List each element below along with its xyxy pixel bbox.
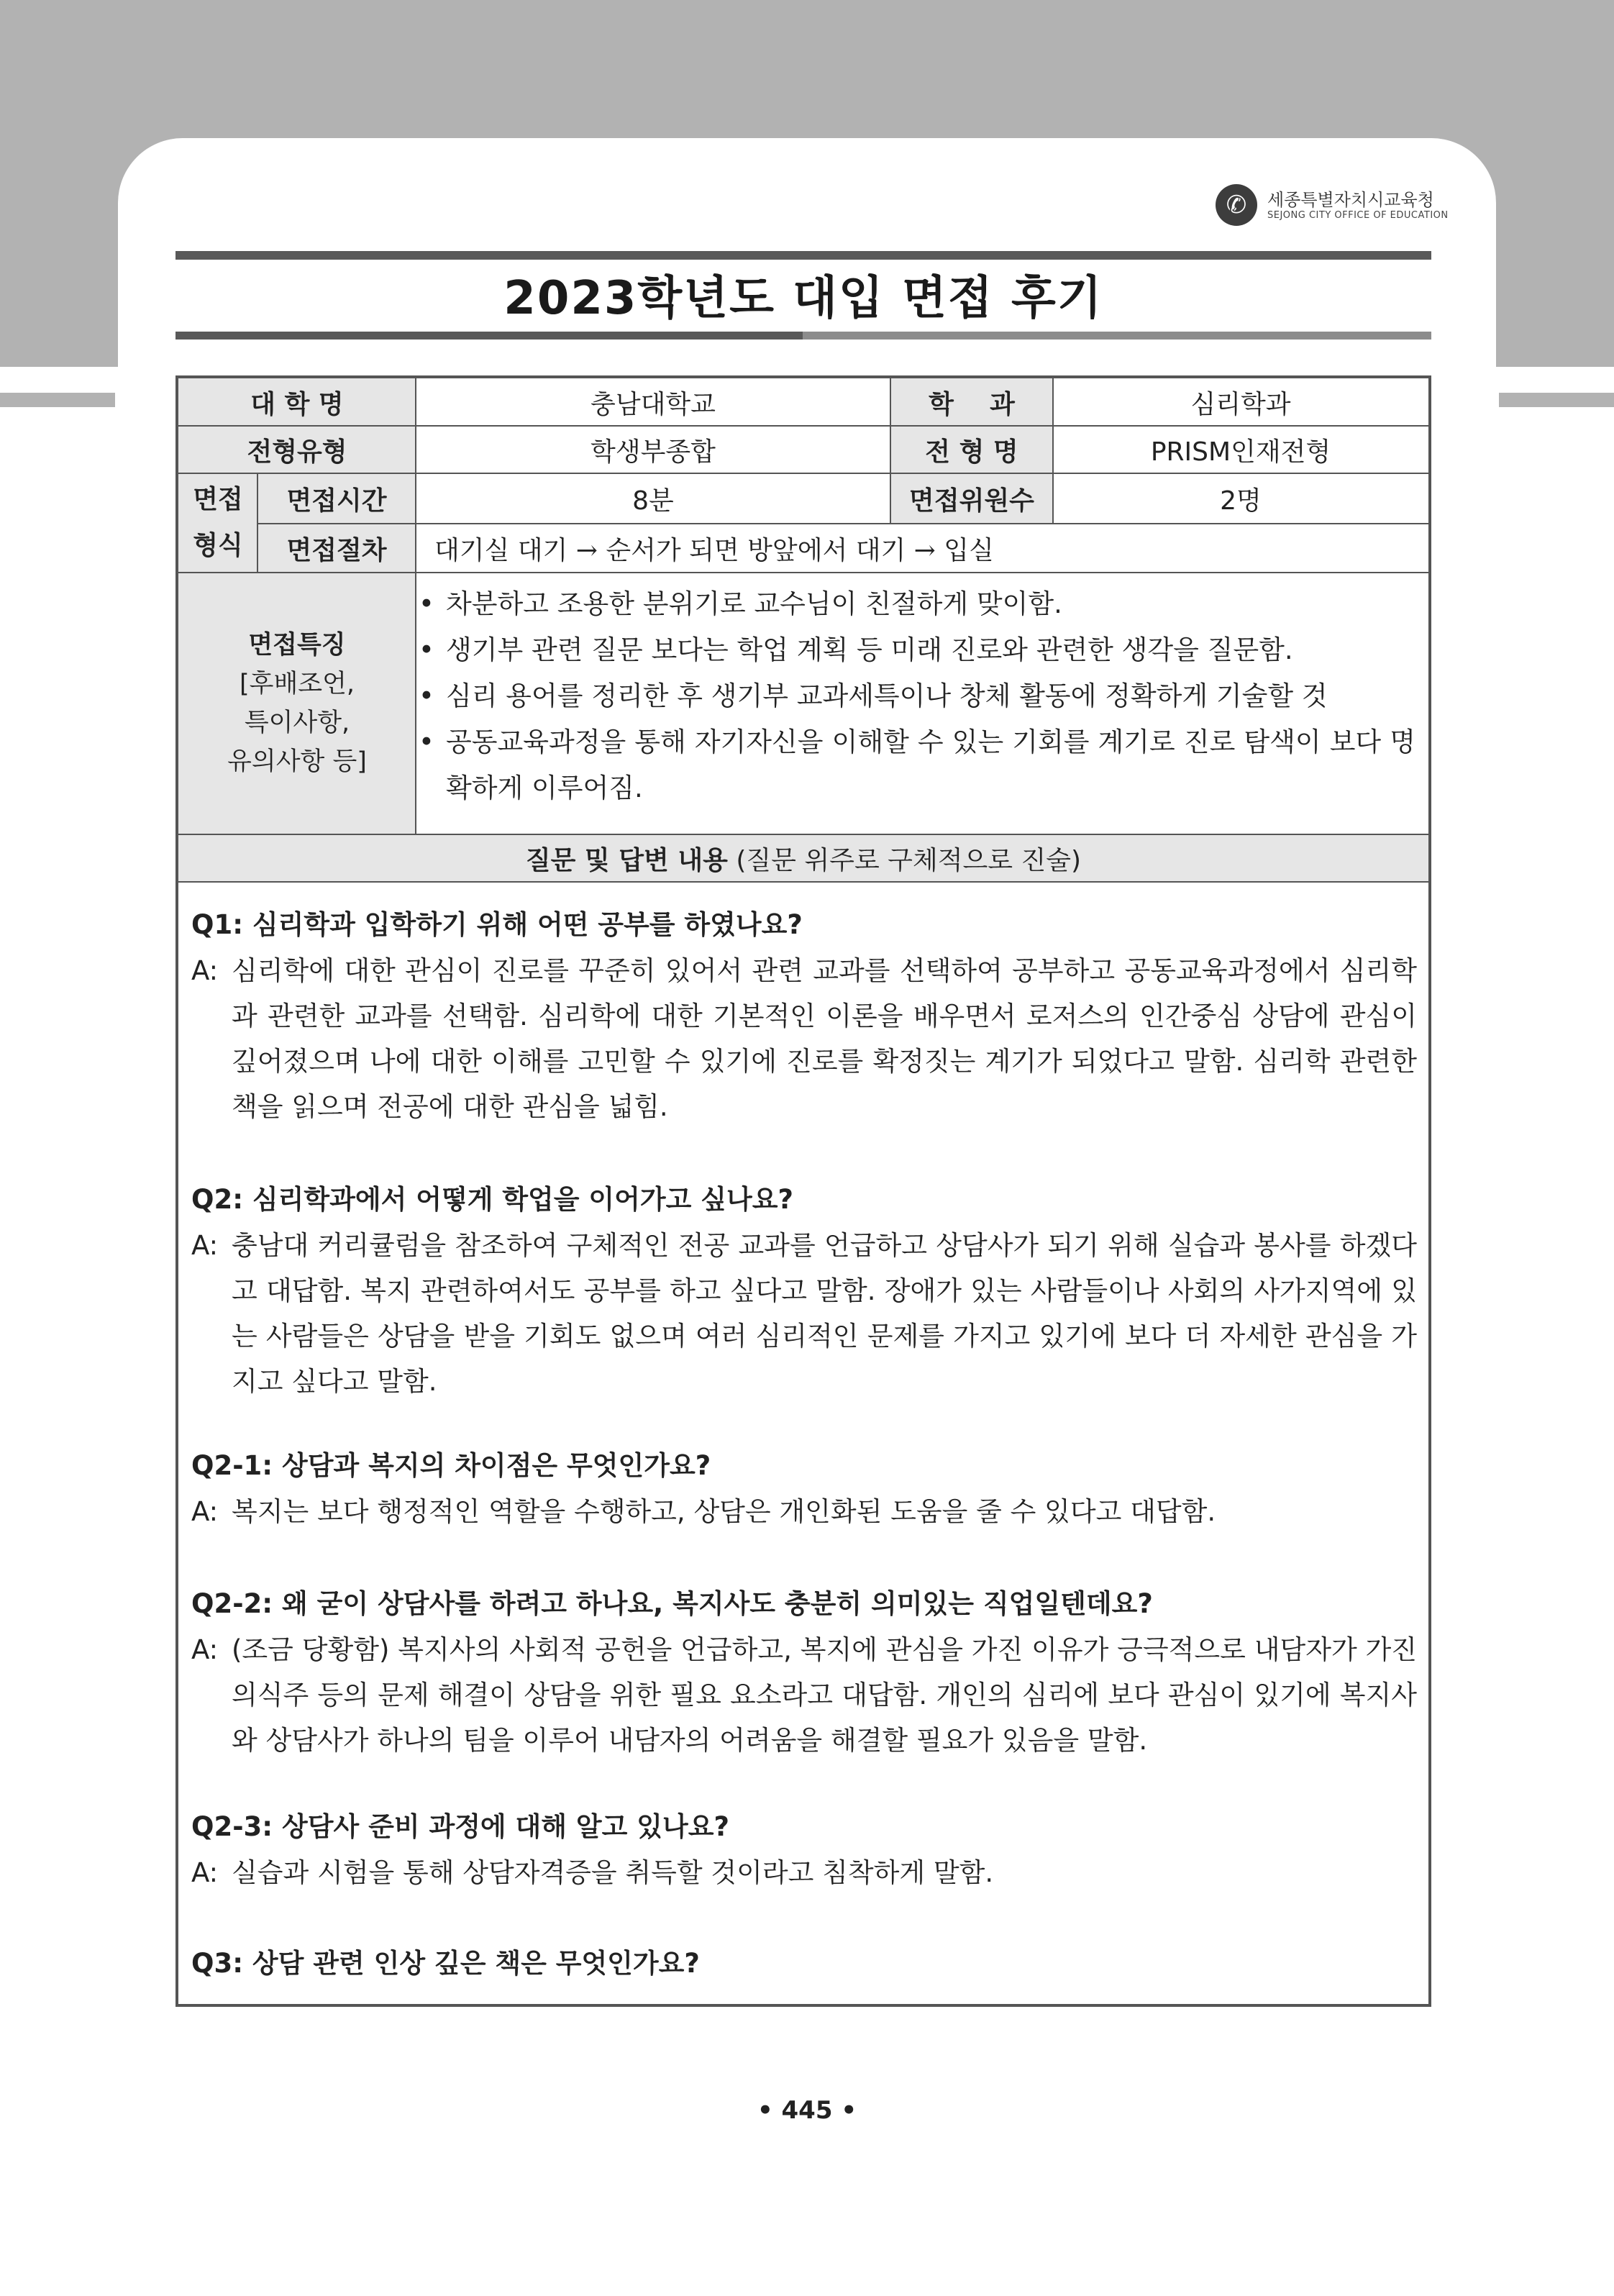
interview-time-label: 면접시간: [257, 473, 416, 524]
col-divider: [890, 378, 891, 524]
row-divider: [178, 425, 1428, 427]
format-label-line2: 형식: [193, 531, 243, 560]
page-number: • 445 •: [757, 2096, 857, 2125]
title-rule-bottom-right: [803, 332, 1431, 340]
row-divider: [178, 572, 1428, 573]
answer-text: A: (조금 당황함) 복지사의 사회적 공헌을 언급하고, 복지에 관심을 가진 이유가 긍극적으로 내담자가 가진 의식주 등의 문제 해결이 상담을 위한 필요 요소라고 대답함. 개인의 심리에 보다 관심이 있기에 복지사와 상담사가 하나의 팀을 이루어 내담자의 어려움을 해결할 필요가 있음을 말함.: [191, 1634, 1417, 1756]
page-title: 2023학년도 대입 면접 후기: [503, 272, 1103, 325]
university-value: 충남대학교: [591, 389, 716, 419]
answer-text: A: 복지는 보다 행정적인 역할을 수행하고, 상담은 개인화된 도움을 줄 수 있다고 대답함.: [191, 1496, 1216, 1527]
row-divider: [178, 881, 1428, 883]
qa-block-2: [191, 1177, 1417, 1404]
row-divider: [178, 473, 1428, 474]
features-label: [178, 573, 416, 834]
feature-item: • 생기부 관련 질문 보다는 학업 계획 등 미래 진로와 관련한 생각을 질문함.: [419, 627, 1415, 673]
col-divider: [257, 473, 258, 573]
qa-header-note: (질문 위주로 구체적으로 진술): [727, 845, 1082, 875]
admission-type-value: 학생부종합: [591, 437, 716, 467]
right-edge-tab: [1499, 393, 1614, 407]
bullet-icon: •: [419, 634, 434, 665]
feature-item: • 차분하고 조용한 분위기로 교수님이 친절하게 맞이함.: [419, 581, 1415, 627]
title-rule-top: [175, 251, 1431, 260]
panel-count-label: 면접위원수: [890, 473, 1053, 524]
department-value: 심리학과: [1190, 389, 1291, 419]
qa-block-1: [191, 902, 1417, 1129]
track-name-label: 전 형 명: [890, 426, 1053, 473]
admission-type-label: 전형유형: [178, 426, 416, 473]
department-label: 학 과: [890, 378, 1053, 426]
track-name-value: PRISM인재전형: [1150, 437, 1331, 467]
col-divider: [415, 378, 416, 834]
row-divider: [257, 523, 1428, 524]
procedure-label: 면접절차: [257, 524, 416, 573]
panel-count-value: 2명: [1220, 486, 1262, 516]
features-list: [419, 581, 1415, 811]
qa-block-3: [191, 1443, 1417, 1534]
interview-format-label: [178, 473, 257, 573]
office-logo: [1216, 183, 1449, 229]
interview-time-value: 8분: [632, 486, 674, 516]
answer-text: A: 심리학에 대한 관심이 진로를 꾸준히 있어서 관련 교과를 선택하여 공부하고 공동교육과정에서 심리학과 관련한 교과를 선택함. 심리학에 대한 기본적인 이론을 배우면서 로저스의 인간중심 상담에 관심이 깊어졌으며 나에 대한 이해를 고민할 수 있기에 진로를 확정짓는 계기가 되었다고 말함. 심리학 관련한 책을 읽으며 전공에 대한 관심을 넓힘.: [191, 955, 1417, 1122]
col-divider: [1052, 378, 1054, 524]
feature-item: • 심리 용어를 정리한 후 생기부 교과세특이나 창체 활동에 정확하게 기술할 것: [419, 673, 1415, 719]
row-divider: [178, 834, 1428, 835]
logo-subtitle: SEJONG CITY OFFICE OF EDUCATION: [1267, 210, 1449, 221]
question-text: Q2-2: 왜 굳이 상담사를 하려고 하나요, 복지사도 충분히 의미있는 직업일텐데요?: [191, 1588, 1153, 1619]
university-label: 대 학 명: [178, 378, 416, 426]
title-rule-bottom-left: [175, 332, 803, 340]
question-text: Q3: 상담 관련 인상 깊은 책은 무엇인가요?: [191, 1948, 700, 1979]
logo-emblem-icon: ✆: [1216, 184, 1257, 226]
question-text: Q1: 심리학과 입학하기 위해 어떤 공부를 하였나요?: [191, 909, 803, 940]
features-label-line4: 유의사항 등]: [227, 747, 367, 776]
procedure-value: 대기실 대기 → 순서가 되면 방앞에서 대기 → 입실: [434, 535, 994, 565]
qa-section-header: [178, 834, 1428, 882]
logo-name: 세종특별자치시교육청: [1267, 190, 1434, 210]
bullet-icon: •: [419, 726, 434, 757]
answer-text: A: 충남대 커리큘럼을 참조하여 구체적인 전공 교과를 언급하고 상담사가 되기 위해 실습과 봉사를 하겠다고 대답함. 복지 관련하여서도 공부를 하고 싶다고 말함. 장애가 있는 사람들이나 사회의 사가지역에 있는 사람들은 상담을 받을 기회도 없으며 여러 심리적인 문제를 가지고 있기에 보다 더 자세한 관심을 가지고 싶다고 말함.: [191, 1230, 1417, 1397]
features-label-line2: [후배조언,: [239, 670, 355, 698]
features-label-line3: 특이사항,: [244, 709, 350, 737]
question-text: Q2-3: 상담사 준비 과정에 대해 알고 있나요?: [191, 1811, 729, 1842]
question-text: Q2: 심리학과에서 어떻게 학업을 이어가고 싶나요?: [191, 1184, 793, 1215]
bullet-icon: •: [419, 588, 434, 619]
left-edge-tab: [0, 393, 115, 407]
feature-item: • 공동교육과정을 통해 자기자신을 이해할 수 있는 기회를 계기로 진로 탐색이 보다 명확하게 이루어짐.: [419, 719, 1415, 811]
features-label-line1: 면접특징: [248, 631, 346, 660]
question-text: Q2-1: 상담과 복지의 차이점은 무엇인가요?: [191, 1450, 711, 1481]
qa-block-4: [191, 1581, 1417, 1763]
qa-block-5: [191, 1804, 1417, 1895]
format-label-line1: 면접: [193, 485, 243, 514]
qa-header-title: 질문 및 답변 내용: [525, 845, 728, 875]
answer-text: A: 실습과 시험을 통해 상담자격증을 취득할 것이라고 침착하게 말함.: [191, 1857, 994, 1888]
qa-block-6: [191, 1941, 1417, 1987]
bullet-icon: •: [419, 680, 434, 711]
